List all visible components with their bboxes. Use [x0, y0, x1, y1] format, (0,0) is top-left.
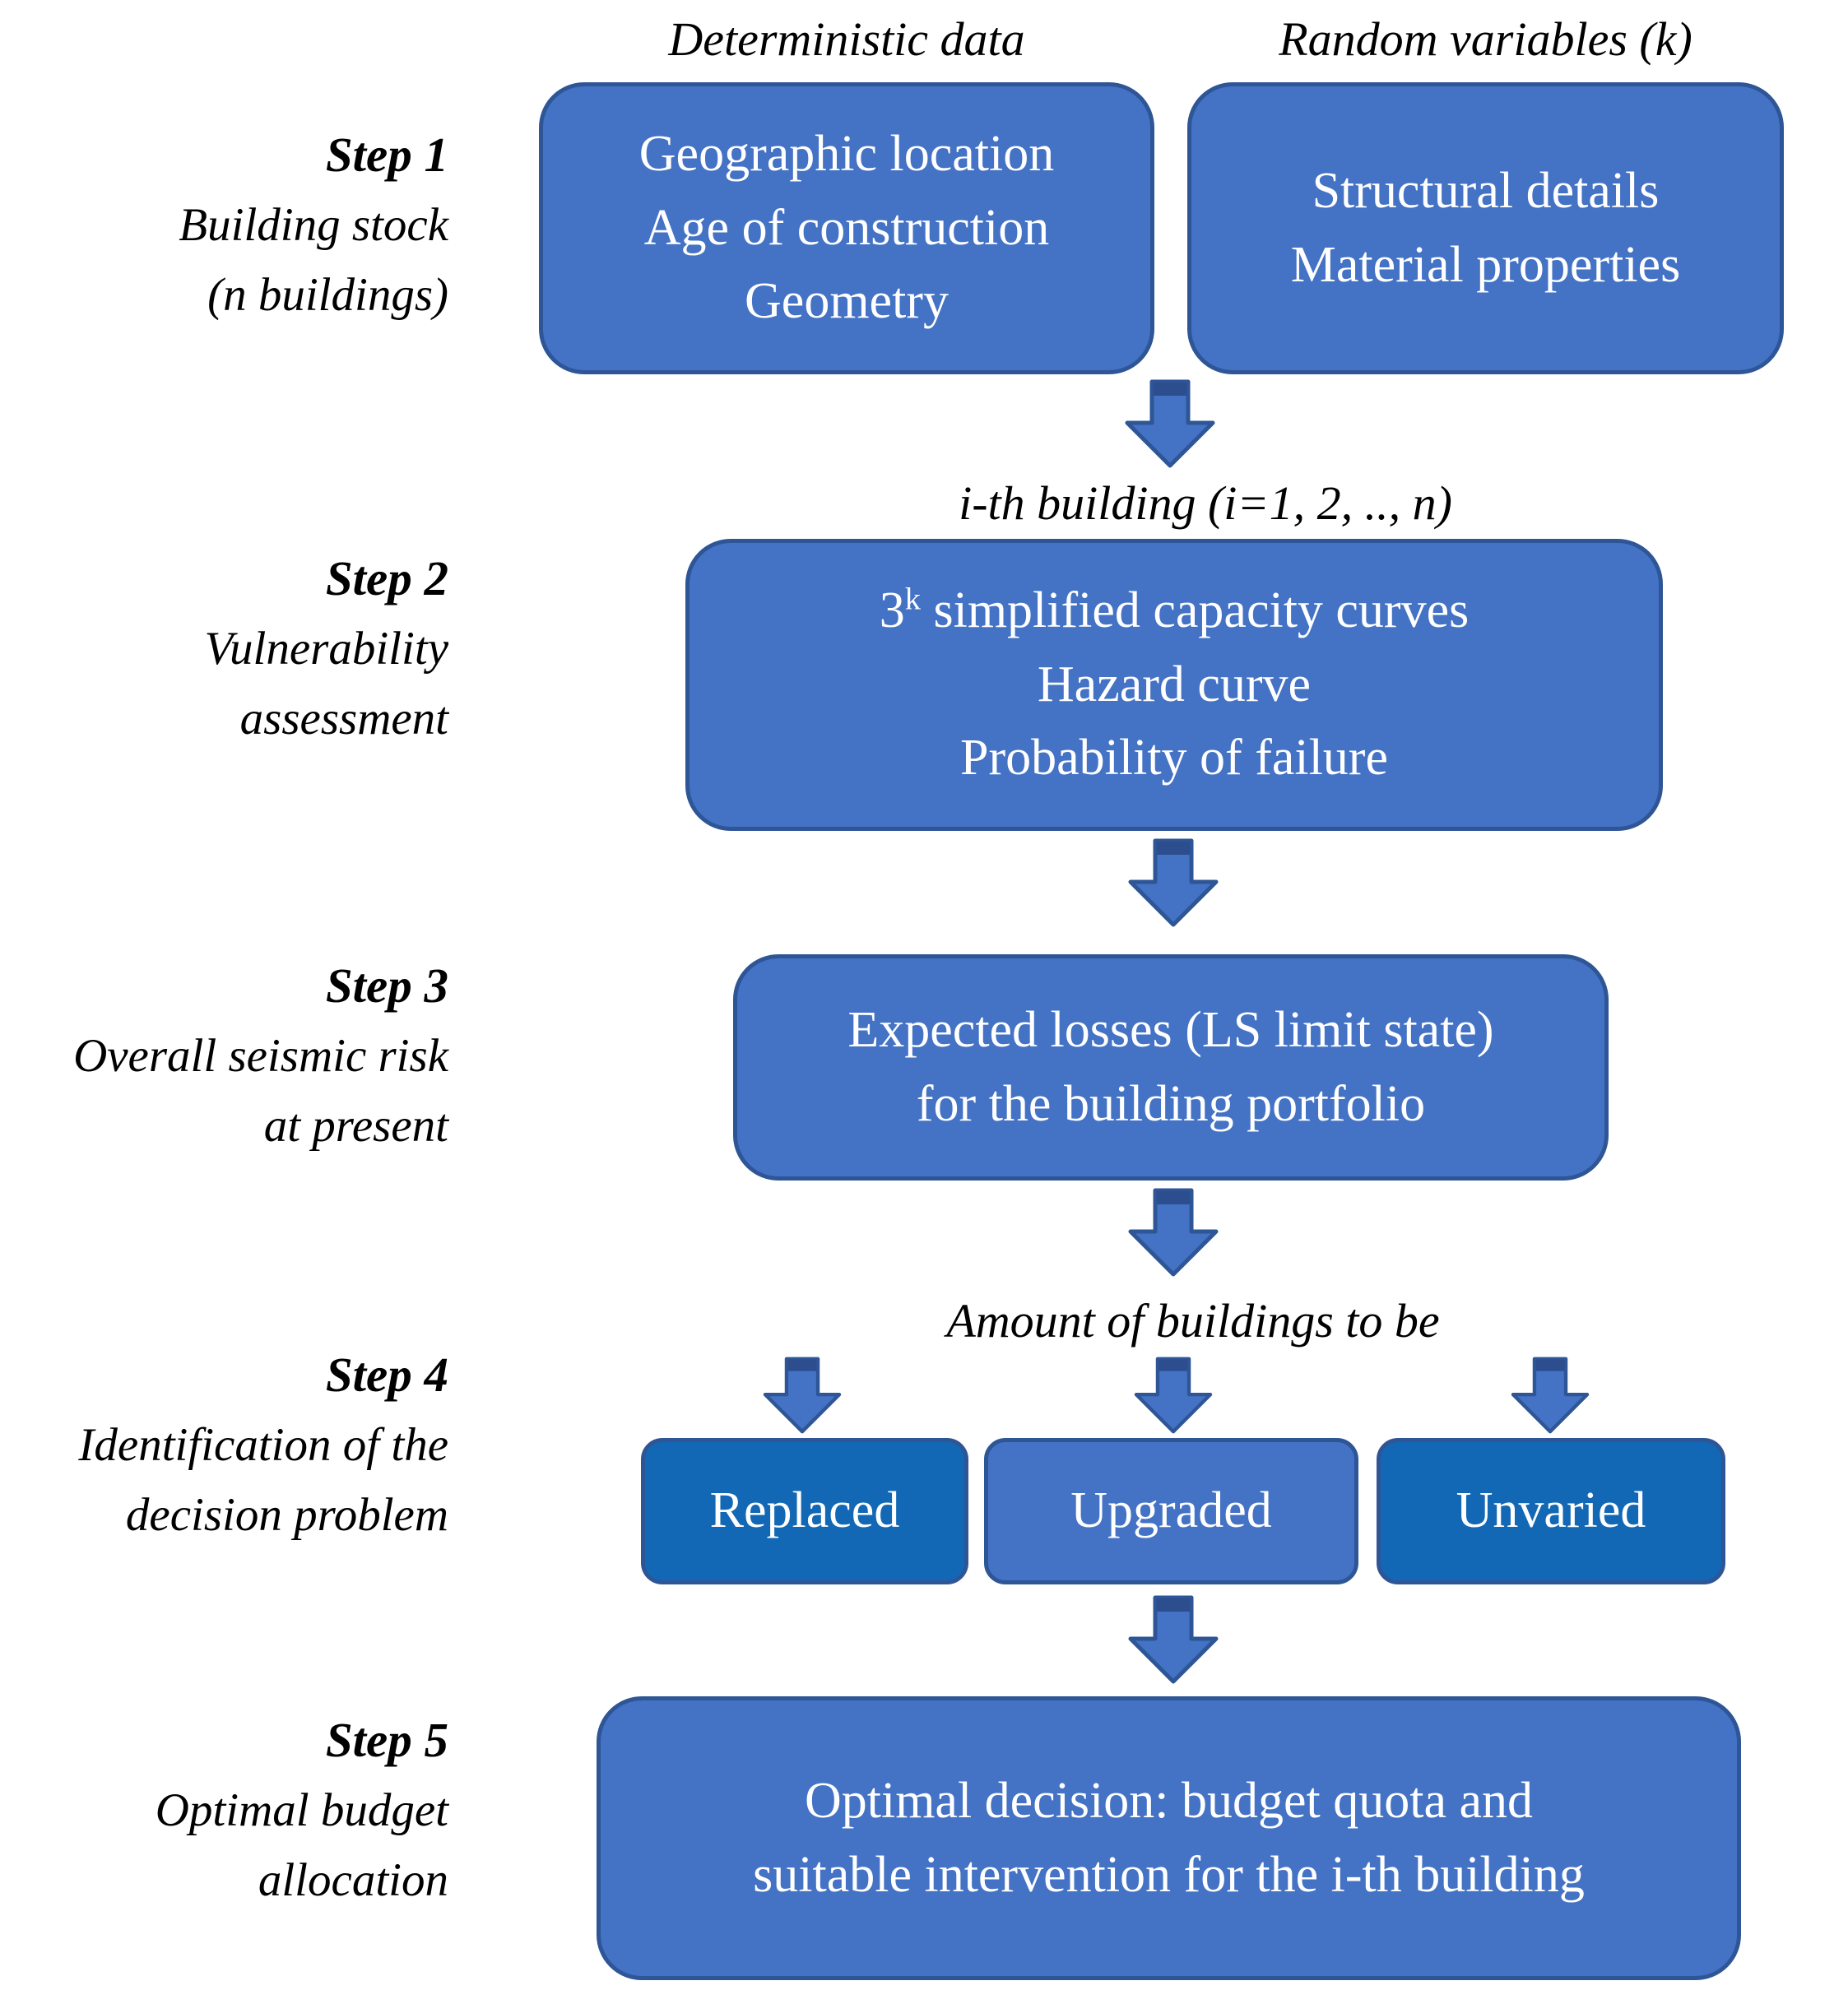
capacity-base: 3 [879, 582, 905, 638]
box-expected-losses [733, 954, 1609, 1181]
box-line: Material properties [1290, 236, 1681, 293]
box-line: suitable intervention for the i-th building [753, 1846, 1585, 1903]
box-line: Geographic location [638, 125, 1055, 182]
step1-line1: Building stock [179, 199, 448, 252]
down-arrow-icon [1124, 1594, 1223, 1685]
box-replaced [641, 1438, 968, 1584]
step4-title: Step 4 [325, 1348, 448, 1402]
step5-line1: Optimal budget [155, 1784, 448, 1837]
box-line: Structural details [1312, 162, 1660, 219]
down-arrow-icon [1121, 378, 1219, 469]
step5-label [12, 1705, 448, 1915]
step1-title: Step 1 [325, 128, 448, 182]
step1-label [12, 119, 448, 330]
down-arrow-icon [759, 1356, 845, 1435]
step2-title: Step 2 [325, 551, 448, 605]
box-line: Geometry [745, 273, 949, 330]
ith-building-label: i-th building (i=1, 2, .., n) [959, 476, 1452, 530]
box-upgraded [984, 1438, 1358, 1584]
step3-title: Step 3 [325, 958, 448, 1013]
down-arrow-icon [1507, 1356, 1593, 1435]
box-line: Unvaried [1456, 1482, 1646, 1539]
box-line [880, 574, 1469, 648]
step5-title: Step 5 [325, 1713, 448, 1767]
step2-line1: Vulnerability [204, 623, 448, 675]
step4-line1: Identification of the [78, 1419, 448, 1472]
box-line: Age of construction [643, 199, 1050, 256]
down-arrow-icon [1131, 1356, 1216, 1435]
box-line: for the building portfolio [916, 1075, 1426, 1132]
step3-line1: Overall seismic risk [73, 1030, 448, 1083]
column-header-deterministic: Deterministic data [668, 12, 1025, 66]
down-arrow-icon [1124, 837, 1223, 928]
box-line: Replaced [709, 1482, 900, 1539]
step5-line2: allocation [258, 1853, 448, 1906]
box-line: Optimal decision: budget quota and [804, 1772, 1534, 1829]
step4-line2: decision problem [125, 1488, 448, 1541]
step4-label [12, 1339, 448, 1550]
capacity-rest: simplified capacity curves [920, 582, 1470, 638]
box-deterministic-data [539, 82, 1154, 374]
step2-label [12, 543, 448, 754]
amount-label: Amount of buildings to be [946, 1294, 1440, 1348]
box-line: Probability of failure [960, 730, 1388, 786]
capacity-exponent: k [904, 582, 921, 616]
step1-line2: (n buildings) [207, 268, 448, 321]
box-line: Expected losses (LS limit state) [847, 1001, 1494, 1058]
box-unvaried [1377, 1438, 1725, 1584]
column-header-random: Random variables (k) [1279, 12, 1692, 66]
step2-line2: assessment [239, 692, 448, 745]
box-vulnerability [685, 539, 1663, 831]
step3-line2: at present [263, 1099, 448, 1152]
box-optimal-decision [597, 1696, 1741, 1980]
down-arrow-icon [1124, 1187, 1223, 1278]
step3-label [12, 950, 448, 1161]
box-line: Upgraded [1070, 1482, 1272, 1539]
box-random-variables [1187, 82, 1784, 374]
box-line: Hazard curve [1037, 656, 1312, 712]
